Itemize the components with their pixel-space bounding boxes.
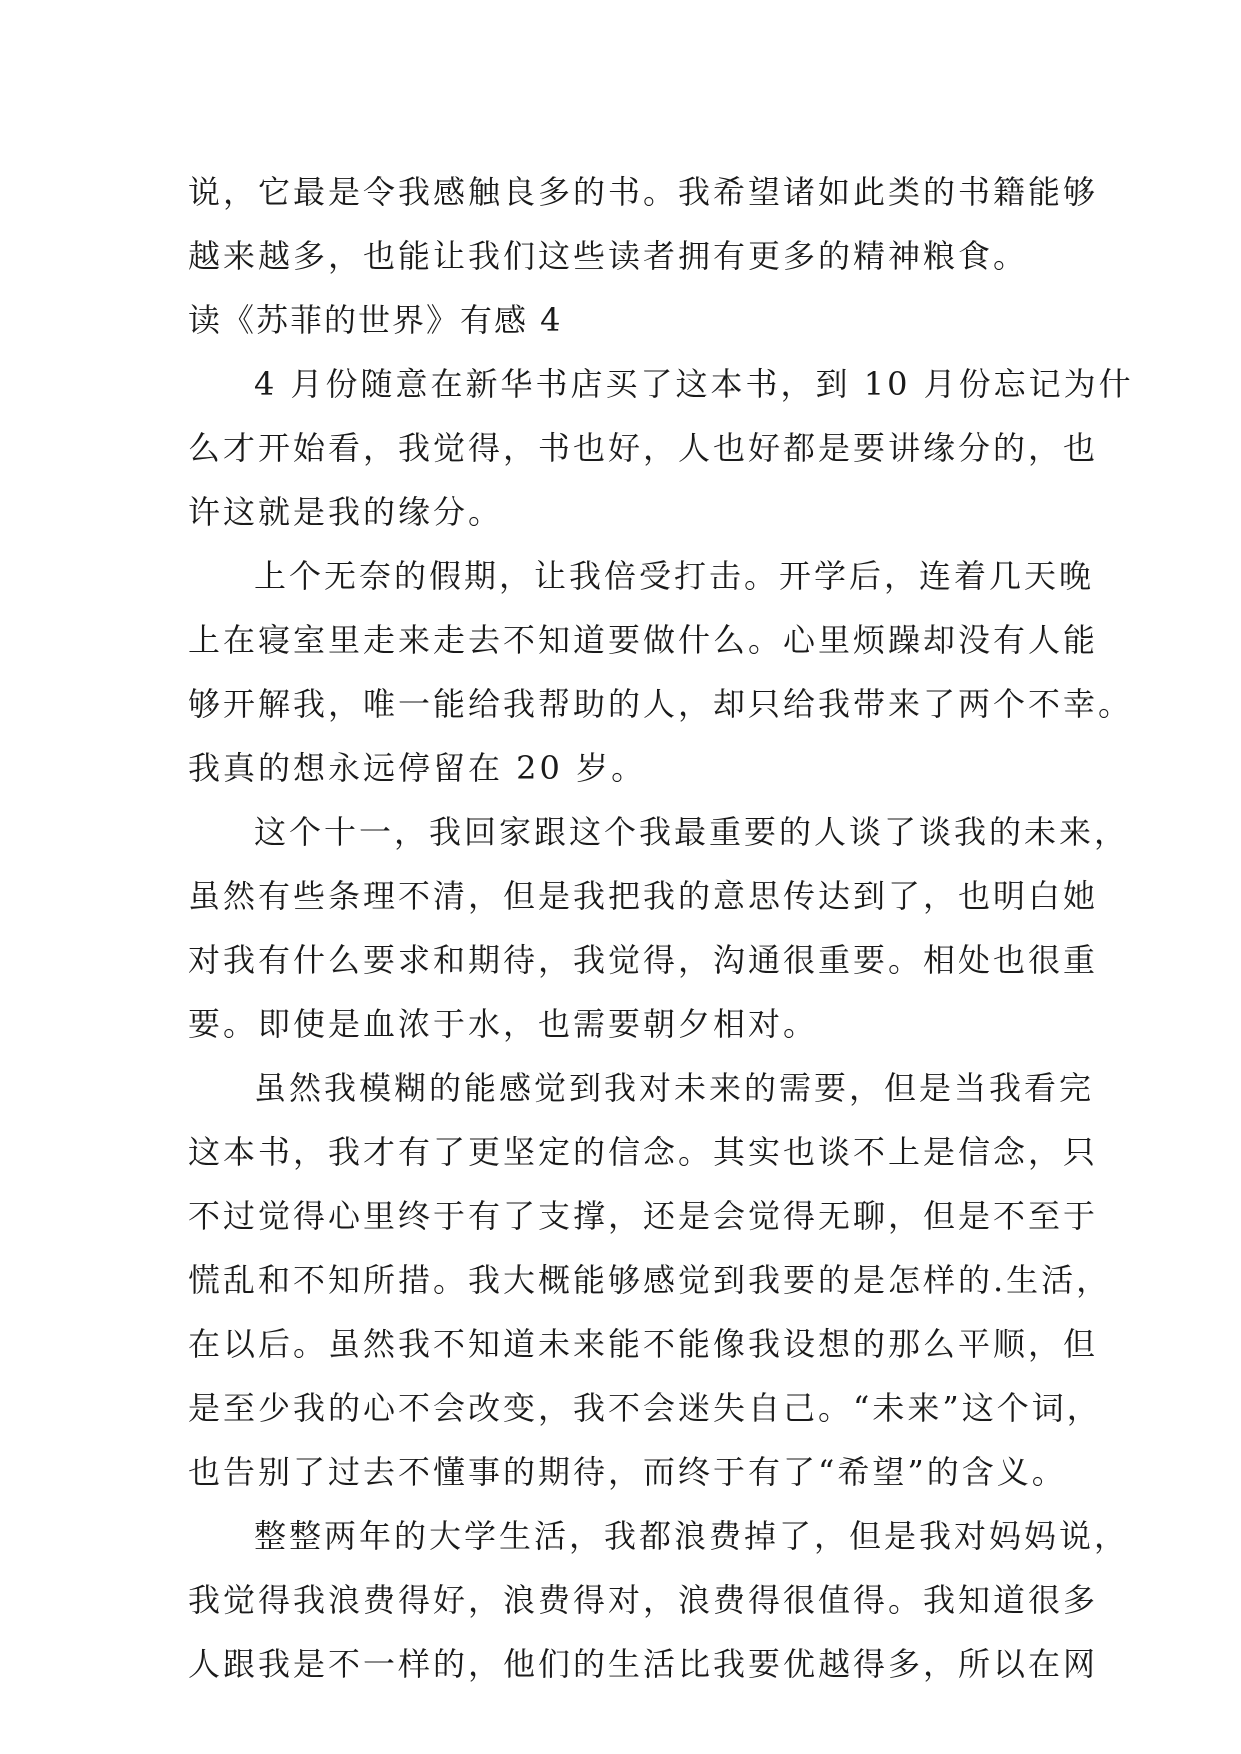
text-line: 上在寝室里走来走去不知道要做什么。心里烦躁却没有人能 bbox=[188, 621, 1099, 659]
text-line: 么才开始看，我觉得，书也好，人也好都是要讲缘分的，也 bbox=[188, 429, 1099, 467]
text-line: 越来越多，也能让我们这些读者拥有更多的精神粮食。 bbox=[188, 237, 1029, 275]
text-line: 不过觉得心里终于有了支撑，还是会觉得无聊，但是不至于 bbox=[188, 1197, 1099, 1235]
text-line: 说，它最是令我感触良多的书。我希望诸如此类的书籍能够 bbox=[188, 173, 1099, 211]
paragraph-first-line: 这个十一，我回家跟这个我最重要的人谈了谈我的未来， bbox=[254, 813, 1130, 851]
text-line: 人跟我是不一样的，他们的生活比我要优越得多，所以在网 bbox=[188, 1645, 1099, 1683]
text-line: 慌乱和不知所措。我大概能够感觉到我要的是怎样的.生活， bbox=[188, 1261, 1112, 1299]
text-line: 够开解我，唯一能给我帮助的人，却只给我带来了两个不幸。 bbox=[188, 685, 1134, 723]
document-body bbox=[188, 160, 1134, 1696]
text-line: 对我有什么要求和期待，我觉得，沟通很重要。相处也很重 bbox=[188, 941, 1099, 979]
paragraph-first-line: 整整两年的大学生活，我都浪费掉了，但是我对妈妈说， bbox=[254, 1517, 1130, 1555]
text-line: 要。即使是血浓于水，也需要朝夕相对。 bbox=[188, 1005, 819, 1043]
text-line: 这本书，我才有了更坚定的信念。其实也谈不上是信念，只 bbox=[188, 1133, 1099, 1171]
text-line: 虽然有些条理不清，但是我把我的意思传达到了，也明白她 bbox=[188, 877, 1099, 915]
text-line: 是至少我的心不会改变，我不会迷失自己。“未来”这个词， bbox=[188, 1389, 1102, 1427]
text-line: 我觉得我浪费得好，浪费得对，浪费得很值得。我知道很多 bbox=[188, 1581, 1099, 1619]
text-line: 许这就是我的缘分。 bbox=[188, 493, 504, 531]
paragraph-first-line: 4 月份随意在新华书店买了这本书，到 10 月份忘记为什 bbox=[254, 365, 1134, 403]
text-line: 我真的想永远停留在 20 岁。 bbox=[188, 749, 647, 787]
paragraph-first-line: 虽然我模糊的能感觉到我对未来的需要，但是当我看完 bbox=[254, 1069, 1095, 1107]
paragraph-first-line: 上个无奈的假期，让我倍受打击。开学后，连着几天晚 bbox=[254, 557, 1095, 595]
text-line: 也告别了过去不懂事的期待，而终于有了“希望”的含义。 bbox=[188, 1453, 1067, 1491]
text-line: 在以后。虽然我不知道未来能不能像我设想的那么平顺，但 bbox=[188, 1325, 1099, 1363]
section-title: 读《苏菲的世界》有感 4 bbox=[188, 301, 563, 339]
